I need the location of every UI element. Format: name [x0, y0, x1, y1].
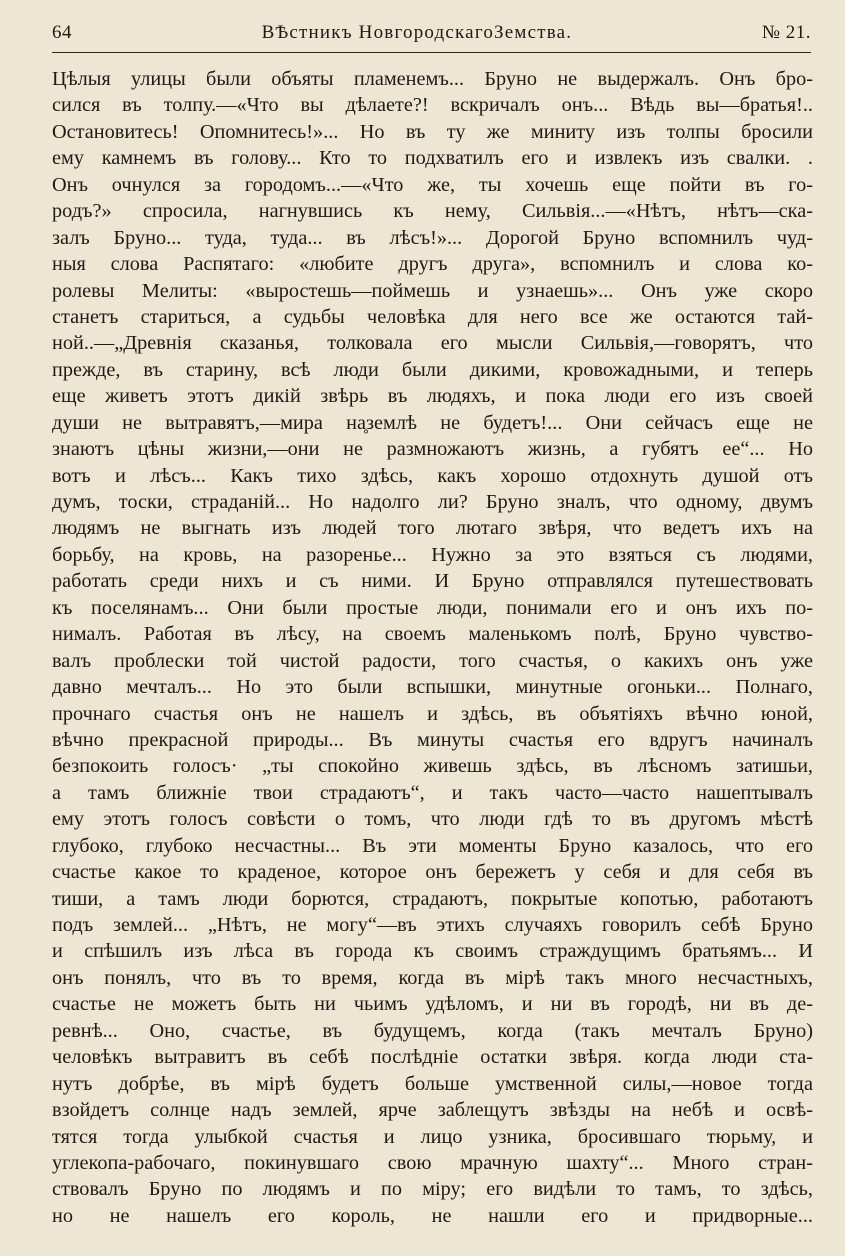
text-line: ревнѣ... Оно, счастье, въ будущемъ, когда (такъ мечталъ Бруно)	[52, 1019, 813, 1042]
text-line: взойдетъ солнце надъ землей, ярче заблещутъ звѣзды на небѣ и освѣ-	[52, 1099, 813, 1122]
text-line: ной..—„Древнія сказанья, толковала его мысли Сильвія,—говорятъ, что	[52, 332, 813, 355]
text-line: думъ, тоски, страданій... Но надолго ли? Бруно зналъ, что одному, двумъ	[52, 491, 813, 513]
text-line: счастье какое то краденое, которое онъ бережетъ у себя и для себя въ	[52, 861, 813, 884]
text-line: станетъ стариться, а судьбы человѣка для него все же остаются тай-	[52, 305, 813, 328]
journal-title: ВѢстникъ НовгородскагоЗемства.	[261, 22, 573, 43]
text-line: залъ Бруно... туда, туда... въ лѣсъ!»... Дорогой Бруно вспомнилъ чуд-	[52, 226, 813, 249]
text-line: и спѣшилъ изъ лѣса въ города къ своимъ страждущимъ братьямъ... И	[52, 940, 813, 963]
running-header	[52, 22, 811, 48]
text-line: давно мечталъ... Но это были вспышки, минутные огоньки... Полнаго,	[52, 676, 813, 699]
text-line: тятся тогда улыбкой счастья и лицо узника, бросившаго тюрьму, и	[52, 1125, 813, 1148]
text-line: прочнаго счастья онъ не нашелъ и здѣсь, въ объятіяхъ вѣчно юной,	[52, 702, 813, 725]
text-line: ему этотъ голосъ совѣсти о томъ, что люди гдѣ то въ другомъ мѣстѣ	[52, 808, 813, 831]
text-line: родъ?» спросила, нагнувшись къ нему, Сильвія...—«Нѣтъ, нѣтъ—ска-	[52, 200, 813, 223]
text-line: Онъ очнулся за городомъ...—«Что же, ты хочешь еще пойти въ го-	[52, 173, 813, 196]
text-line: человѣкъ вытравитъ въ себѣ послѣдніе остатки звѣря. когда люди ста-	[52, 1046, 813, 1069]
text-line-final	[52, 1229, 813, 1255]
text-line: знаютъ цѣны жизни,—они не размножаютъ жизнь, а губятъ ее“... Но	[52, 438, 813, 461]
text-line: къ поселянамъ... Они были простые люди, понимали его и онъ ихъ по-	[52, 596, 813, 619]
text-line: ему камнемъ въ голову... Кто то подхватилъ его и извлекъ изъ свалки. .	[52, 147, 813, 170]
text-line: углекопа-рабочаго, покинувшаго свою мрачную шахту“... Много стран-	[52, 1151, 813, 1174]
text-line: счастье не можетъ быть ни чьимъ удѣломъ, и ни въ городѣ, ни въ де-	[52, 993, 813, 1016]
text-line: ролевы Мелиты: «выростешь—поймешь и узнаешь»... Онъ уже скоро	[52, 279, 813, 302]
text-line: вѣчно прекрасной природы... Въ минуты счастья его вдругъ начиналъ	[52, 728, 813, 751]
body-text	[52, 66, 813, 1256]
text-line: ствовалъ Бруно по людямъ и по міру; его видѣли то тамъ, то здѣсь,	[52, 1178, 813, 1201]
text-line: Остановитесь! Опомнитесь!»... Но въ ту же миниту изъ толпы бросили	[52, 120, 813, 143]
text-line: глубоко, глубоко несчастны... Въ эти моменты Бруно казалось, что его	[52, 834, 813, 857]
header-rule	[52, 52, 811, 53]
text-line: нутъ добрѣе, въ мірѣ будетъ больше умственной силы,—новое тогда	[52, 1072, 813, 1095]
text-line: но не нашелъ его король, не нашли его и придворные...	[52, 1204, 813, 1227]
text-line: ныя слова Распятаго: «любите другъ друга», вспомнилъ и слова ко-	[52, 253, 813, 276]
text-line: борьбу, на кровь, на разоренье... Нужно за это взяться съ людями,	[52, 543, 813, 566]
text-line: еще живетъ этотъ дикій звѣрь въ людяхъ, и пока люди его изъ своей	[52, 385, 813, 408]
text-line: тиши, а тамъ люди борются, страдаютъ, покрытые копотью, работаютъ	[52, 887, 813, 910]
text-line: безпокоить голосъ· „ты спокойно живешь здѣсь, въ лѣсномъ затишьи,	[52, 755, 813, 778]
text-line: подъ землей... „Нѣтъ, не могу“—въ этихъ случаяхъ говорилъ себѣ Бруно	[52, 914, 813, 936]
text-line: Цѣлыя улицы были объяты пламенемъ... Бруно не выдержалъ. Онъ бро-	[52, 68, 813, 90]
page-number: 64	[52, 22, 72, 43]
text-line: а тамъ ближніе твои страдаютъ“, и такъ часто—часто нашептывалъ	[52, 781, 813, 804]
text-line: прежде, въ старину, всѣ люди были дикими, кровожадными, и теперь	[52, 358, 813, 381]
issue-number: № 21.	[761, 22, 811, 43]
text-line: сился въ толпу.—«Что вы дѣлаете?! вскричалъ онъ... Вѣдь вы—братья!..	[52, 94, 813, 117]
text-line: валъ проблески той чистой радости, того счастья, о какихъ онъ уже	[52, 649, 813, 672]
text-line: вотъ и лѣсъ... Какъ тихо здѣсь, какъ хорошо отдохнуть душой отъ	[52, 464, 813, 487]
text-line: работать среди нихъ и съ ними. И Бруно отправлялся путешествовать	[52, 570, 813, 593]
text-line: нималъ. Работая въ лѣсу, на своемъ маленькомъ полѣ, Бруно чувство-	[52, 623, 813, 646]
text-line: людямъ не выгнать изъ людей того лютаго звѣря, что ведетъ ихъ на	[52, 517, 813, 540]
text-line: онъ понялъ, что въ то время, когда въ мірѣ такъ много несчастныхъ,	[52, 966, 813, 989]
text-line: души не вытравятъ,—мира на̥землѣ не будетъ!... Они сейчасъ еще не	[52, 411, 813, 434]
